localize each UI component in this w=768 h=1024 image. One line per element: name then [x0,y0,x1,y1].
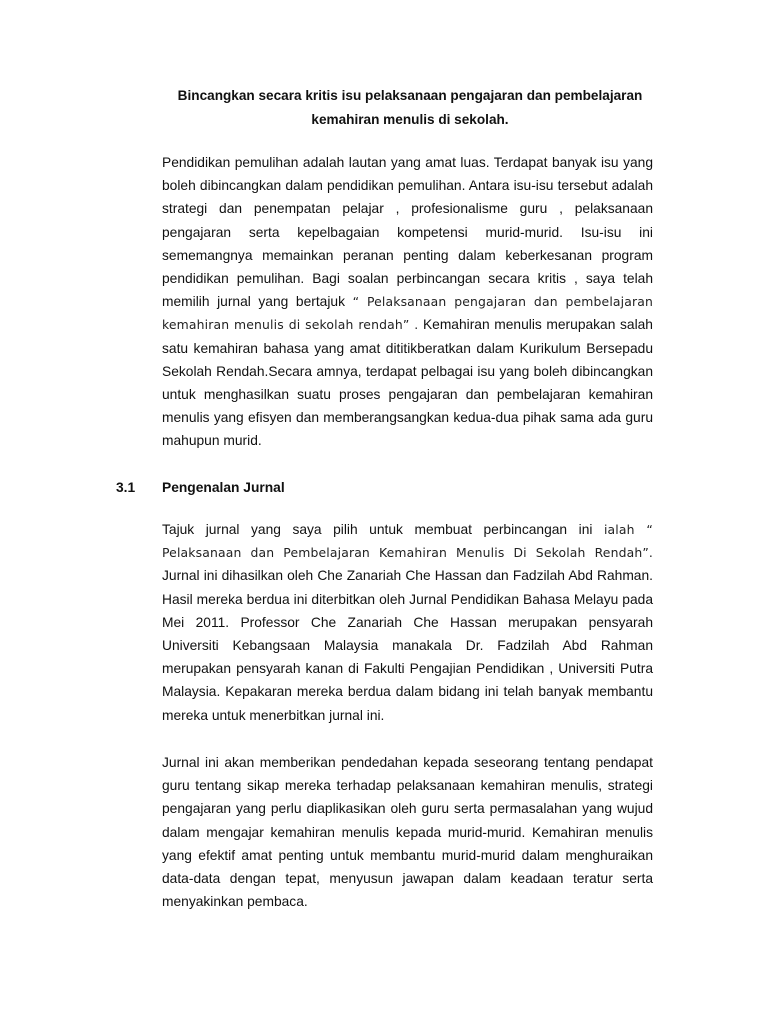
title-line-1: Bincangkan secara kritis isu pelaksanaan pengajaran dan pembelajaran [177,88,643,103]
journal-intro-text-a: Tajuk jurnal yang saya pilih untuk membuat perbincangan ini [162,522,593,537]
intro-paragraph [162,151,653,453]
intro-text-a: Pendidikan pemulihan adalah lautan yang amat luas. Terdapat banyak isu yang boleh dibincangkan dalam pendidikan pemulihan. Antara isu-isu tersebut adalah strategi dan penempatan pelajar , profesionalisme guru , pelaksanaan pengajaran serta kepelbagaian kompetensi murid-murid. Isu-isu ini sememangnya memainkan peranan penting dalam keberkesanan program pendidikan pemulihan. Bagi soalan perbincangan secara kritis , saya telah memilih jurnal yang bertajuk [162,155,653,310]
section-number: 3.1 [116,480,136,495]
journal-name-quote: ialah “ Pelaksanaan dan Pembelajaran Kemahiran Menulis Di Sekolah Rendah”. [162,522,653,561]
section-heading: Pengenalan Jurnal [162,480,285,495]
intro-text-b: Kemahiran menulis merupakan salah satu kemahiran bahasa yang amat dititikberatkan dalam Kurikulum Bersepadu Sekolah Rendah.Secara amnya, terdapat pelbagai isu yang boleh dibincangkan untuk menghasilkan suatu proses pengajaran dan pembelajaran kemahiran menulis yang efisyen dan memberangsangkan kedua-dua pihak sama ada guru mahupun murid. [162,317,653,449]
document-title [150,84,670,132]
journal-intro-paragraph [162,518,653,727]
journal-title-quote: “ Pelaksanaan pengajaran dan pembelajaran kemahiran menulis di sekolah rendah” . [162,294,653,333]
title-line-2: kemahiran menulis di sekolah. [311,112,509,127]
journal-summary-paragraph: Jurnal ini akan memberikan pendedahan kepada seseorang tentang pendapat guru tentang sikap mereka terhadap pelaksanaan kemahiran menulis, strategi pengajaran yang perlu diaplikasikan oleh guru serta permasalahan yang wujud dalam mengajar kemahiran menulis kepada murid-murid. Kemahiran menulis yang efektif amat penting untuk membantu murid-murid dalam menghuraikan data-data dengan tepat, menyusun jawapan dalam keadaan teratur serta menyakinkan pembaca. [162,755,653,910]
journal-intro-text-b: Jurnal ini dihasilkan oleh Che Zanariah Che Hassan dan Fadzilah Abd Rahman. Hasil mereka berdua ini diterbitkan oleh Jurnal Pendidikan Bahasa Melayu pada Mei 2011. Professor Che Zanariah Che Hassan merupakan pensyarah Universiti Kebangsaan Malaysia manakala Dr. Fadzilah Abd Rahman merupakan pensyarah kanan di Fakulti Pengajian Pendidikan , Universiti Putra Malaysia. Kepakaran mereka berdua dalam bidang ini telah banyak membantu mereka untuk menerbitkan jurnal ini. [162,568,653,723]
